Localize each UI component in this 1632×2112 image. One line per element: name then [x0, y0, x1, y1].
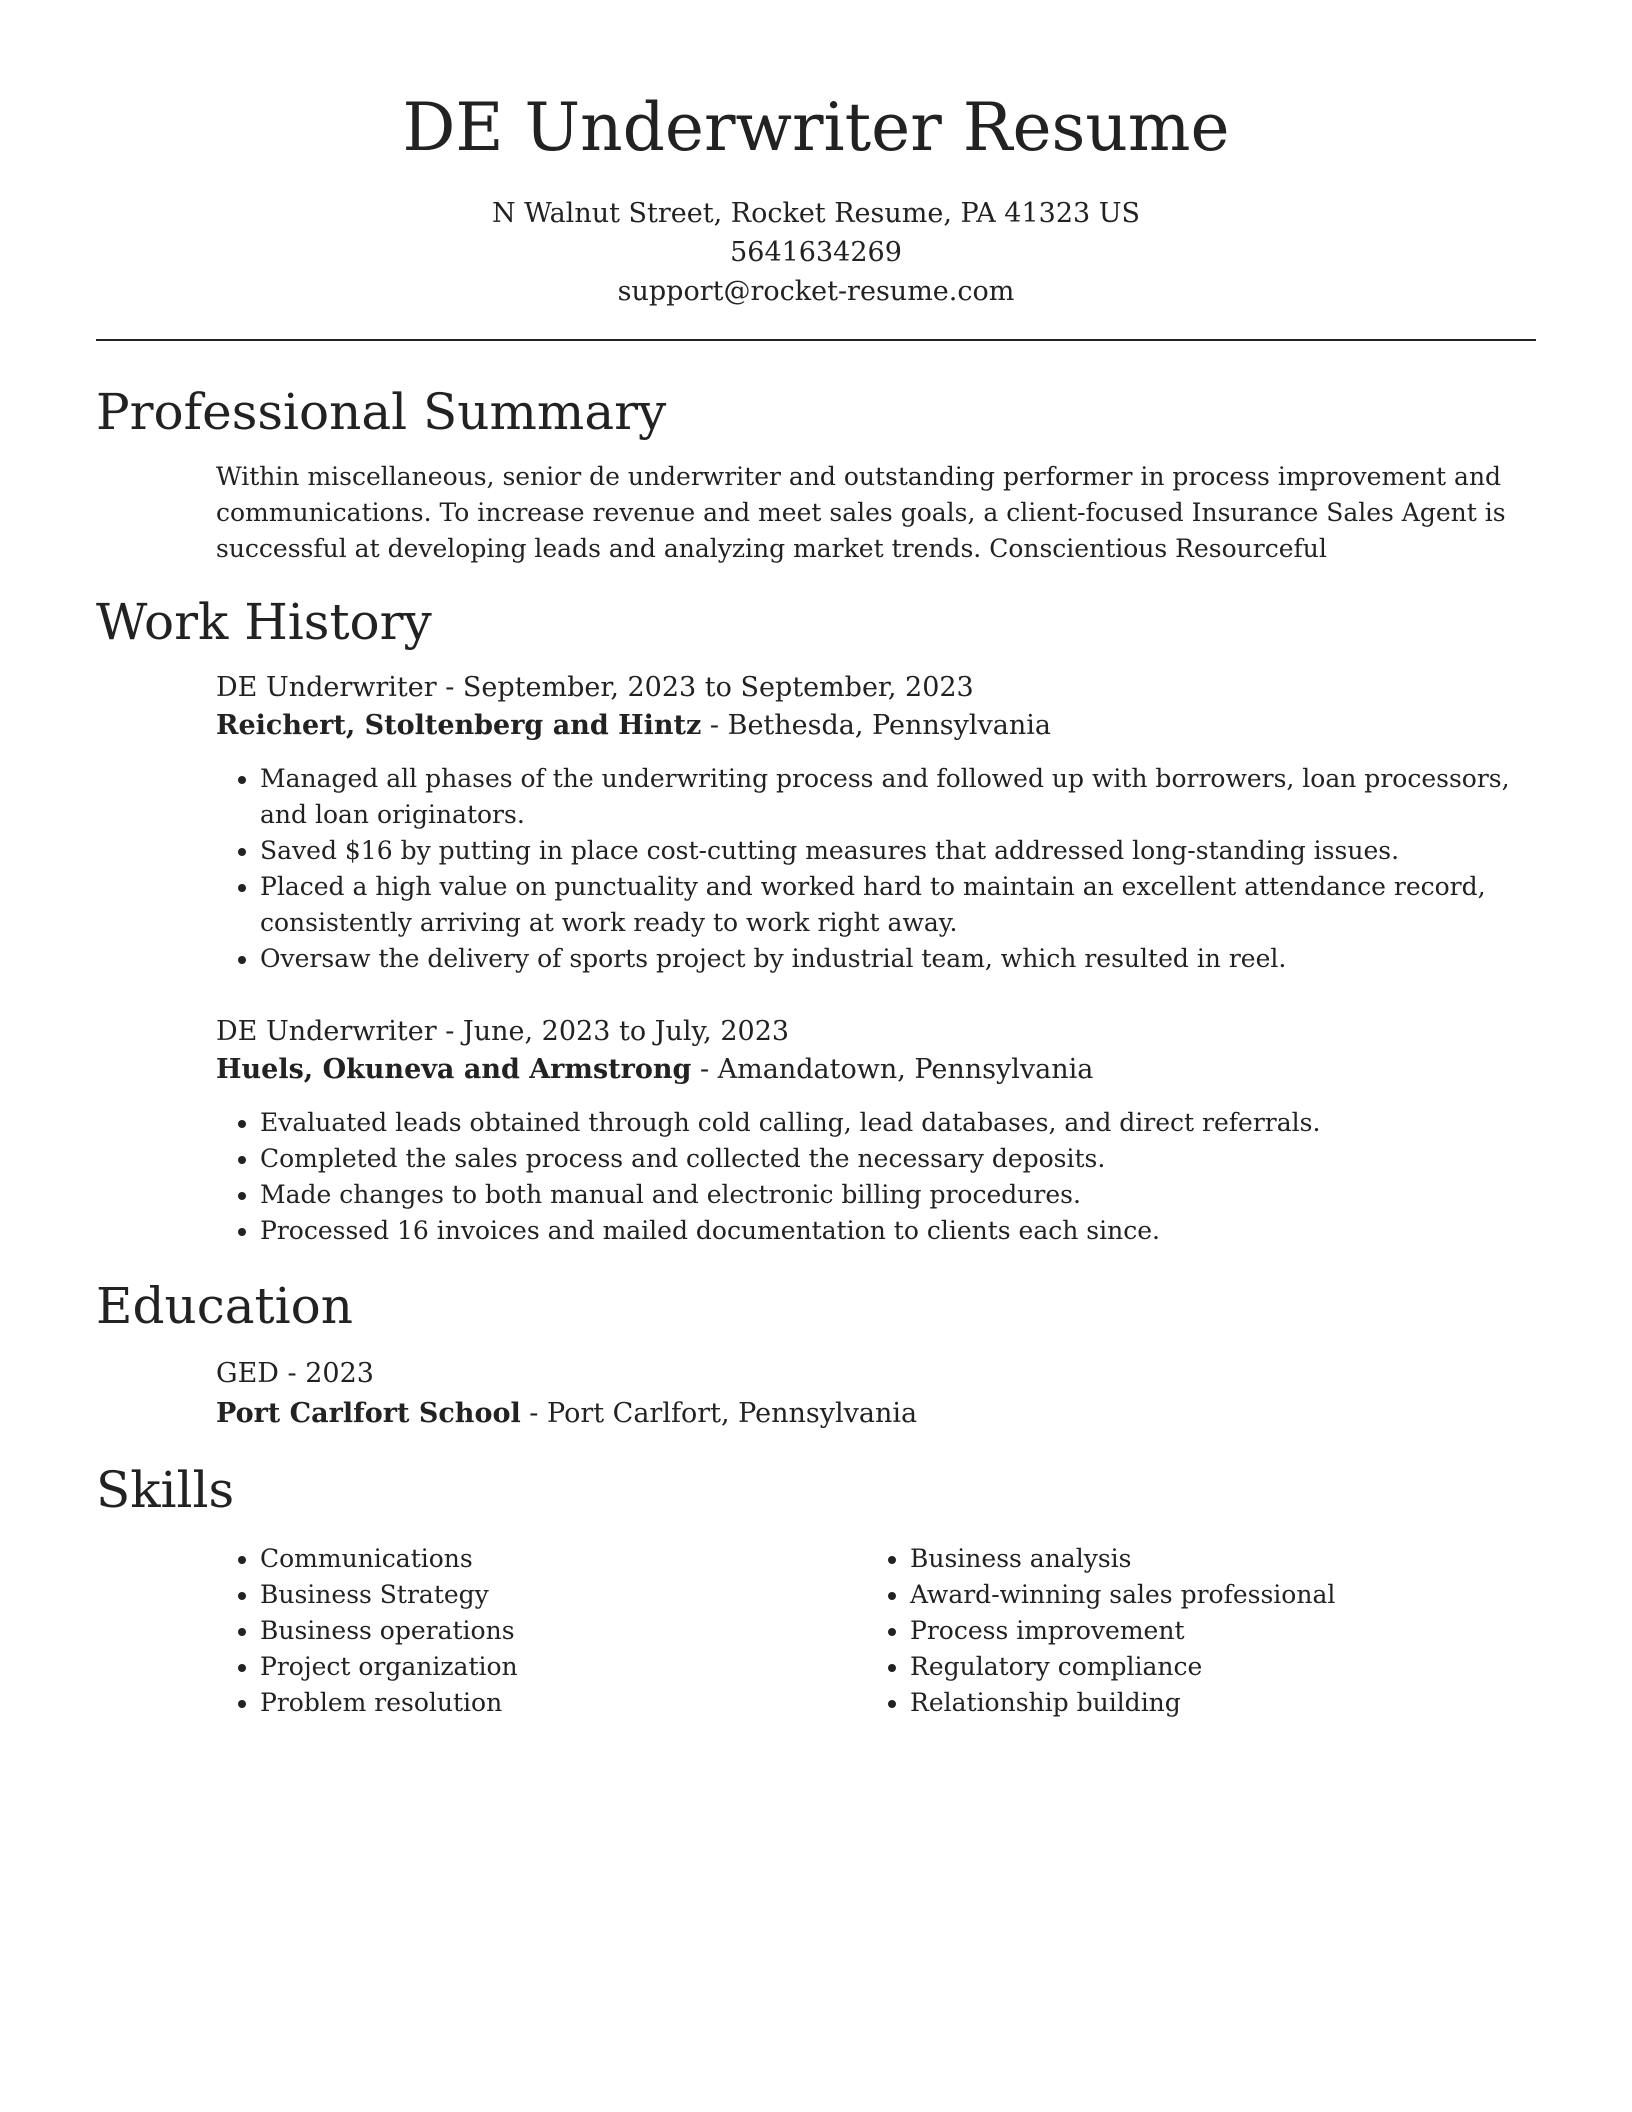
skills-grid	[216, 1541, 1536, 1721]
resume-page	[96, 0, 1536, 1721]
skills-list-left	[216, 1541, 866, 1721]
contact-block	[96, 194, 1536, 311]
company-location: - Amandatown, Pennsylvania	[691, 1054, 1094, 1085]
resume-title: DE Underwriter Resume	[402, 89, 1230, 166]
school-name: Port Carlfort School	[216, 1398, 521, 1429]
email: support@rocket-resume.com	[617, 276, 1015, 307]
list-item: • Evaluated leads obtained through cold calling, lead databases, and direct referrals.	[260, 1105, 1536, 1141]
summary-heading: Professional Summary	[96, 383, 667, 441]
school-line	[216, 1395, 1536, 1433]
list-item: • Process improvement	[910, 1613, 1516, 1649]
list-item: • Relationship building	[910, 1685, 1516, 1721]
phone: 5641634269	[730, 237, 902, 268]
job-company-line	[216, 707, 1536, 745]
skills-section	[96, 1455, 1536, 1721]
education-heading: Education	[96, 1277, 353, 1335]
list-item: • Processed 16 invoices and mailed documentation to clients each since.	[260, 1213, 1536, 1249]
education-section	[96, 1271, 1536, 1433]
summary-text: Within miscellaneous, senior de underwriter and outstanding performer in process improvement and communications. To increase revenue and meet sales goals, a client-focused Insurance Sales Agent is successful at developing leads and analyzing market trends. Conscientious Resourceful	[216, 462, 1506, 563]
summary-section	[96, 377, 1536, 567]
job-title: DE Underwriter - June, 2023 to July, 2023	[216, 1016, 790, 1047]
list-item: • Business operations	[260, 1613, 866, 1649]
school-location: - Port Carlfort, Pennsylvania	[520, 1398, 918, 1429]
job-bullets	[216, 1105, 1536, 1249]
job-entry	[96, 1013, 1536, 1249]
header-divider	[96, 339, 1536, 341]
company-name: Huels, Okuneva and Armstrong	[216, 1054, 692, 1085]
job-company-line	[216, 1051, 1536, 1089]
list-item: • Managed all phases of the underwriting process and followed up with borrowers, loan processors, and loan originators.	[260, 761, 1536, 833]
list-item: • Communications	[260, 1541, 866, 1577]
list-item: • Business analysis	[910, 1541, 1516, 1577]
list-item: • Oversaw the delivery of sports project by industrial team, which resulted in reel.	[260, 941, 1536, 977]
skills-heading: Skills	[96, 1461, 235, 1519]
company-name: Reichert, Stoltenberg and Hintz	[216, 710, 702, 741]
list-item: • Saved $16 by putting in place cost-cutting measures that addressed long-standing issues.	[260, 833, 1536, 869]
work-section	[96, 587, 1536, 1249]
list-item: • Business Strategy	[260, 1577, 866, 1613]
address: N Walnut Street, Rocket Resume, PA 41323 US	[491, 198, 1141, 229]
skills-list-right	[866, 1541, 1516, 1721]
job-title: DE Underwriter - September, 2023 to September, 2023	[216, 672, 974, 703]
list-item: • Award-winning sales professional	[910, 1577, 1516, 1613]
job-entry	[96, 669, 1536, 977]
list-item: • Placed a high value on punctuality and worked hard to maintain an excellent attendance record, consistently arriving at work ready to work right away.	[260, 869, 1536, 941]
work-heading: Work History	[96, 593, 432, 651]
job-bullets	[216, 761, 1536, 977]
list-item: • Made changes to both manual and electronic billing procedures.	[260, 1177, 1536, 1213]
resume-header	[96, 0, 1536, 311]
list-item: • Problem resolution	[260, 1685, 866, 1721]
list-item: • Project organization	[260, 1649, 866, 1685]
company-location: - Bethesda, Pennsylvania	[701, 710, 1051, 741]
list-item: • Regulatory compliance	[910, 1649, 1516, 1685]
degree-line: GED - 2023	[216, 1358, 374, 1389]
list-item: • Completed the sales process and collected the necessary deposits.	[260, 1141, 1536, 1177]
